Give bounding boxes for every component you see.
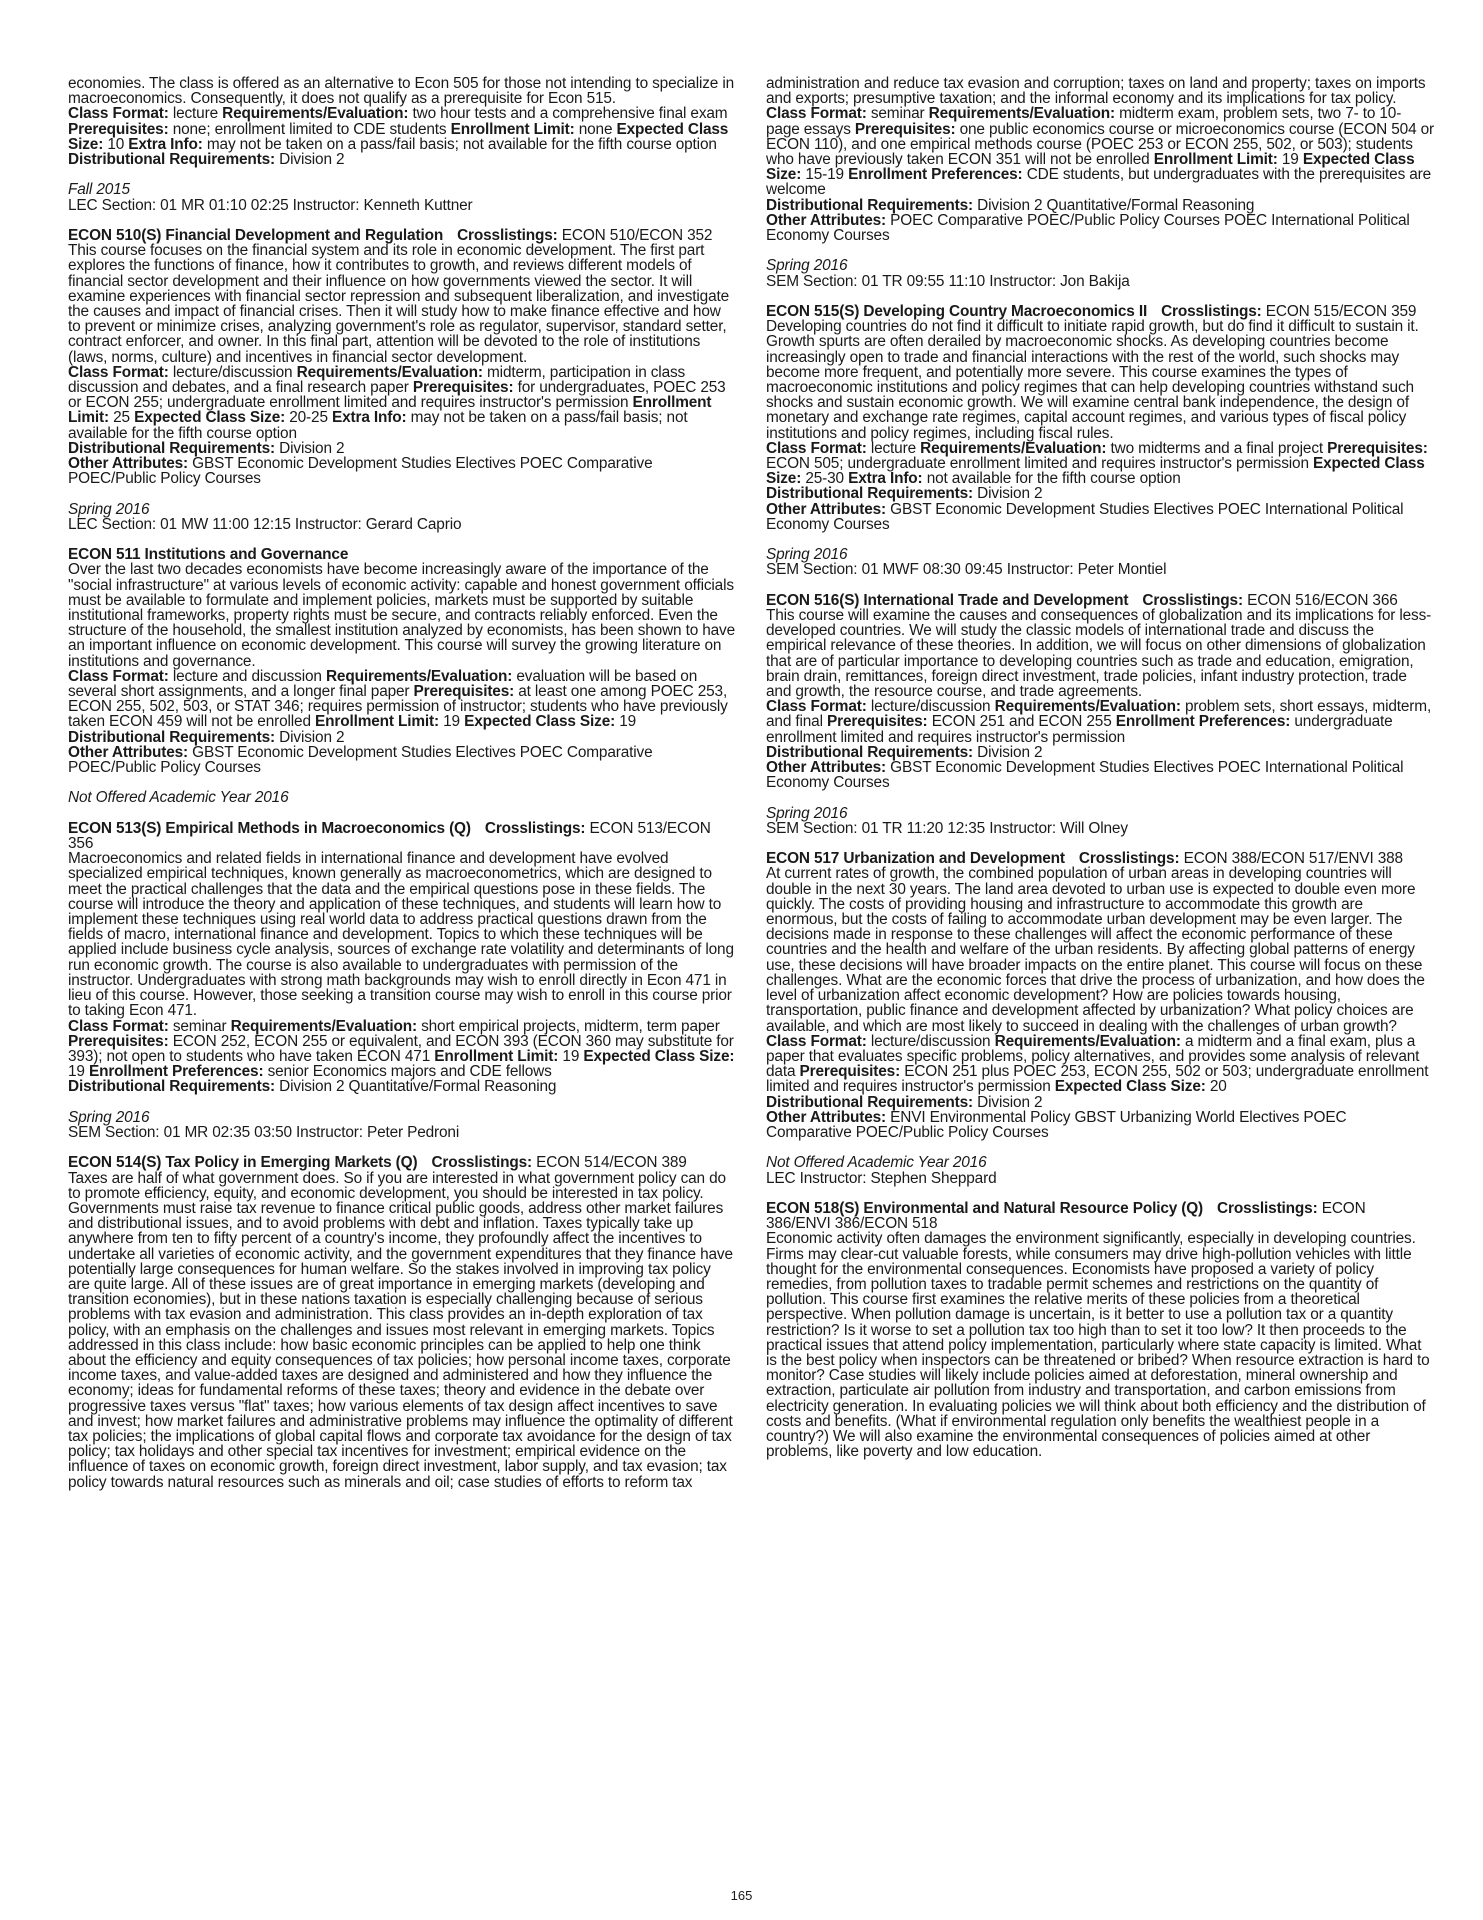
detail-label: Class Format:: [68, 1017, 169, 1035]
detail-label: Enrollment Limit:: [68, 394, 712, 427]
detail-label: Extra Info:: [128, 135, 203, 153]
course-heading: [68, 547, 736, 562]
detail-label: Requirements/Evaluation:: [928, 105, 1115, 123]
detail-value: GBST Economic Development Studies Electives POEC Comparative POEC/Public Policy Courses: [68, 455, 653, 488]
course-term: Spring 2016: [68, 500, 150, 518]
detail-value: 19: [1281, 151, 1299, 169]
detail-value: may not be taken on a pass/fail basis; not available for the fifth course option: [68, 409, 688, 442]
detail-label: Enrollment Limit:: [1153, 151, 1278, 169]
detail-label: Requirements/Evaluation:: [222, 105, 409, 123]
detail-value: not available for the fifth course option: [926, 470, 1181, 488]
detail-value: lecture: [172, 105, 218, 123]
course-term: Not Offered Academic Year 2016: [68, 789, 289, 807]
course-distributional: [766, 486, 1434, 501]
crosslistings-value: ECON 510/ECON 352: [561, 227, 713, 244]
course-description: Macroeconomics and related fields in international finance and development have evolved specialized empirical techniques, known generally as macroeconometrics, which are designed to meet the practical challenges that the data and the empirical questions pose in these fields. The course will introduce the theory and application of these techniques, and students will learn how to implement these techniques using real world data to address practical questions drawn from the fields of macro, international finance and development. Topics to which these techniques will be applied include business cycle analysis, sources of exchange rate volatility and determinants of long run economic growth. The course is also available to undergraduates with permission of the instructor. Undergraduates with strong math backgrounds may wish to enroll directly in Econ 471 in lieu of this course. However, those seeking a transition course may wish to enroll in this course prior to taking Econ 471.: [68, 850, 734, 1020]
course-section: SEM Section: 01 MR 02:35 03:50 Instructor: Peter Pedroni: [68, 1123, 460, 1141]
detail-label: Enrollment Preferences:: [1115, 713, 1291, 731]
detail-value: two midterms and a final project: [1110, 439, 1324, 457]
detail-label: Other Attributes:: [766, 759, 887, 777]
crosslistings-value: ECON 514/ECON 389: [536, 1154, 687, 1172]
detail-label: Enrollment Limit:: [450, 120, 575, 138]
course-heading: [766, 304, 1434, 319]
intro-term: Fall 2015: [68, 181, 130, 199]
detail-value: 20-25: [289, 409, 328, 427]
detail-label: Requirements/Evaluation:: [296, 363, 483, 381]
detail-label: Class Format:: [68, 363, 169, 381]
detail-value: short empirical projects, midterm, term paper: [421, 1017, 720, 1035]
detail-label: Enrollment Preferences:: [848, 166, 1023, 184]
detail-label: Expected Class Size:: [464, 713, 616, 731]
detail-label: Prerequisites:: [854, 120, 956, 138]
detail-value: 25: [113, 409, 130, 427]
crosslistings-label: Crosslistings:: [1217, 1199, 1318, 1217]
course-heading: [766, 1201, 1434, 1231]
course-title: ECON 513(S) Empirical Methods in Macroeconomics (Q): [68, 819, 471, 837]
left-course-list: [68, 228, 736, 1490]
detail-label: Prerequisites:: [826, 713, 928, 731]
course-description: This course focuses on the financial system and its role in economic development. The first part explores the functions of finance, how it contributes to growth, and reviews different models of financial sector development and their influence on how governments viewed the sector. It will examine experiences with financial sector repression and subsequent liberalization, and investigate the causes and impact of financial crises. Then it will study how to make finance effective and how to prevent or minimize crises, analyzing government's role as regulator, supervisor, standard setter, contract enforcer, and owner. In this final part, attention will be devoted to the role of institutions (laws, norms, culture) and incentives in financial sector development.: [68, 242, 730, 366]
crosslistings-value: ECON 516/ECON 366: [1247, 591, 1398, 609]
course-title: ECON 511 Institutions and Governance: [68, 546, 349, 564]
course-term: Spring 2016: [68, 1108, 150, 1126]
detail-value: may not be taken on a pass/fail basis; not available for the fifth course option: [206, 135, 717, 153]
right-course-list: [766, 304, 1434, 1459]
course-entry: [68, 228, 736, 547]
detail-value: lecture/discussion: [870, 1032, 991, 1050]
course-section: LEC Instructor: Stephen Sheppard: [766, 1169, 997, 1187]
detail-value: Division 2: [977, 485, 1043, 503]
detail-value: Division 2: [279, 439, 345, 457]
right-column: [766, 76, 1434, 1866]
detail-label: Requirements/Evaluation:: [994, 698, 1181, 716]
detail-value: POEC Comparative POEC/Public Policy Courses POEC International Political Economy Courses: [766, 211, 1410, 245]
course-term: Spring 2016: [766, 546, 848, 564]
detail-value: GBST Economic Development Studies Electives POEC International Political Economy Courses: [766, 500, 1404, 533]
course-details: [766, 1034, 1434, 1095]
detail-value: GBST Economic Development Studies Electives POEC Comparative POEC/Public Policy Courses: [68, 743, 653, 777]
detail-label: Other Attributes:: [766, 211, 887, 229]
detail-label: Distributional Requirements:: [766, 196, 974, 214]
course-distributional: [766, 745, 1434, 760]
course-attributes: [766, 502, 1434, 532]
course-title: ECON 515(S) Developing Country Macroeconomics II: [766, 303, 1148, 321]
detail-label: Expected Class Size:: [583, 1047, 735, 1065]
detail-label: Extra Info:: [332, 409, 407, 427]
course-attributes: [766, 1110, 1434, 1140]
course-distributional: [68, 441, 736, 456]
detail-label: Class Format:: [766, 105, 867, 123]
detail-value: 19: [68, 1063, 85, 1081]
detail-value: ECON 251 plus POEC 253, ECON 255, 502 or 503; undergraduate enrollment limited and requires instructor's permission: [766, 1063, 1429, 1096]
course-description: At current rates of growth, the combined population of urban areas in developing countries will double in the next 30 years. The land area devoted to urban use is expected to double even more quickly. The costs of providing housing and infrastructure to accommodate this growth are enormous, but the costs of failing to accommodate urban development may be even larger. The decisions made in response to these challenges will affect the economic performance of these countries and the health and welfare of the urban residents. By affecting global patterns of energy use, these decisions will have broader impacts on the entire planet. This course will focus on these challenges. What are the economic forces that drive the process of urbanization, and how does the level of urbanization affect economic development? How are policies towards housing, transportation, public finance and development affected by urbanization? What policy choices are available, and which are most likely to succeed in dealing with the challenges of urban growth?: [766, 865, 1425, 1035]
detail-value: 15-19: [805, 166, 844, 184]
page-number: 165: [730, 1888, 753, 1903]
course-title: ECON 517 Urbanization and Development: [766, 850, 1065, 868]
detail-value: lecture/discussion: [870, 698, 991, 716]
detail-label: Prerequisites:: [1327, 439, 1428, 457]
detail-label: Distributional Requirements:: [766, 485, 974, 503]
intro-details: [68, 106, 736, 152]
detail-value: CDE students, but undergraduates with the prerequisites are welcome: [766, 166, 1432, 199]
course-attributes: [766, 760, 1434, 790]
course-description: Taxes are half of what government does. So if you are interested in what government policy can do to promote efficiency, equity, and economic development, you should be interested in tax policy. Governments must raise tax revenue to finance critical public goods, address other market failures and distributional issues, and to avoid problems with debt and inflation. Taxes typically take up anywhere from ten to fifty percent of a country's income, they profoundly affect the incentives to undertake all varieties of economic activity, and the government expenditures that they finance have potentially large consequences for human welfare. So the stakes involved in improving tax policy are quite large. All of these issues are of great importance in emerging markets (developing and transition economies), but in these nations taxation is especially challenging because of serious problems with tax evasion and administration. This class provides an in-depth exploration of tax policy, with an emphasis on the challenges and issues most relevant in emerging markets. Topics addressed in this class include: how basic economic principles can be applied to help one think about the efficiency and equity consequences of tax policies; how personal income taxes, corporate income taxes, and value-added taxes are designed and administered and how they influence the economy; ideas for fundamental reforms of these taxes; theory and evidence in the debate over progressive taxes versus "flat" taxes; how various elements of tax design affect incentives to save and invest; how market failures and administrative problems may influence the optimality of different tax policies; the implications of global capital flows and corporate tax avoidance for the design of tax policy; tax holidays and other special tax incentives for investment; empirical evidence on the influence of taxes on economic growth, foreign direct investment, labor supply, and tax evasion; tax policy towards natural resources such as minerals and oil; case studies of efforts to reform tax: [68, 1169, 733, 1491]
course-title: ECON 510(S) Financial Development and Regulation: [68, 227, 444, 244]
course-heading: [68, 1155, 736, 1170]
detail-value: 19: [619, 713, 637, 731]
crosslistings-value: ECON 386/ENVI 386/ECON 518: [766, 1199, 1366, 1233]
continued-description: administration and reduce tax evasion and corruption; taxes on land and property; taxes on imports and exports; presumptive taxation; and the informal economy and its implications for tax policy.: [766, 75, 1426, 108]
continued-section: SEM Section: 01 TR 09:55 11:10 Instructor: Jon Bakija: [766, 272, 1130, 290]
detail-value: undergraduate enrollment limited and requires instructor's permission: [766, 713, 1393, 746]
detail-value: evaluation will be based on several short assignments, and a longer final paper: [68, 667, 698, 701]
course-description: This course will examine the causes and consequences of globalization and its implications for less-developed countries. We will study the classic models of international trade and discuss the empirical relevance of these theories. In addition, we will focus on other dimensions of globalization that are of particular importance to developing countries such as trade and education, emigration, brain drain, remittances, foreign direct investment, trade policies, infant industry protection, trade and growth, the resource course, and trade agreements.: [766, 607, 1432, 701]
crosslistings-label: Crosslistings:: [1161, 303, 1262, 321]
continued-term: Spring 2016: [766, 257, 848, 275]
detail-value: Division 2: [977, 1093, 1043, 1111]
course-description: Economic activity often damages the environment significantly, especially in developing countries. Firms may clear-cut valuable forests, while consumers may drive high-pollution vehicles with little thought for the environmental consequences. Economists have proposed a variety of policy remedies, from pollution taxes to tradable permit schemes and restrictions on the quantity of pollution. This course first examines the relative merits of these policies from a theoretical perspective. When pollution damage is uncertain, is it better to use a pollution tax or a quantity restriction? Is it worse to set a pollution tax too high than to set it too low? It then proceeds to the practical issues that attend policy implementation, particularly where state capacity is limited. What is the best policy when inspectors can be threatened or bribed? When resource extraction is hard to monitor? Case studies will likely include policies aimed at deforestation, mineral ownership and extraction, particulate air pollution from industry and transportation, and carbon emissions from electricity generation. In evaluating policies we will think about both efficiency and the distribution of costs and benefits. (What if environmental regulation only benefits the wealthiest people in a country?) We will also examine the environmental consequences of policies aimed at other problems, like poverty and low education.: [766, 1230, 1430, 1461]
detail-value: 20: [1209, 1078, 1227, 1096]
course-distributional: [68, 730, 736, 745]
detail-label: Other Attributes:: [68, 743, 189, 761]
detail-label: Distributional Requirements:: [68, 728, 276, 746]
crosslistings-label: Crosslistings:: [484, 819, 586, 837]
continued-attrs: [766, 213, 1434, 243]
detail-label: Distributional Requirements:: [766, 743, 974, 761]
left-column: [68, 76, 736, 1866]
detail-label: Distributional Requirements:: [68, 1078, 276, 1096]
course-heading: [766, 851, 1434, 866]
course-details: [766, 441, 1434, 487]
course-details: [766, 699, 1434, 745]
detail-value: problem sets, short essays, midterm, and final: [766, 698, 1432, 731]
intro-description: economies. The class is offered as an alternative to Econ 505 for those not intending to specialize in macroeconomics. Consequently, it does not qualify as a prerequisite for Econ 515.: [68, 75, 735, 108]
detail-value: Division 2: [977, 743, 1043, 761]
course-entry: [68, 547, 736, 821]
detail-value: ENVI Environmental Policy GBST Urbanizing World Electives POEC Comparative POEC/Public Policy Courses: [766, 1108, 1347, 1141]
detail-label: Expected Class Size:: [1054, 1078, 1206, 1096]
detail-value: ECON 252, ECON 255 or equivalent, and ECON 393 (ECON 360 may substitute for 393); not open to students who have taken ECON 471: [68, 1032, 734, 1065]
course-heading: [766, 593, 1434, 608]
intro-section: LEC Section: 01 MR 01:10 02:25 Instructor: Kenneth Kuttner: [68, 196, 473, 214]
crosslistings-value: ECON 515/ECON 359: [1265, 303, 1417, 321]
detail-value: two hour tests and a comprehensive final exam: [412, 105, 728, 123]
continued-details: [766, 106, 1434, 197]
detail-value: a midterm and a final exam, plus a paper that evaluates specific problems, policy alternatives, and provides some analysis of relevant data: [766, 1032, 1420, 1081]
detail-label: Requirements/Evaluation:: [994, 1032, 1181, 1050]
detail-label: Class Format:: [766, 698, 867, 716]
crosslistings-label: Crosslistings:: [431, 1154, 532, 1172]
intro-dist: [68, 152, 736, 167]
crosslistings-value: ECON 388/ECON 517/ENVI 388: [1183, 850, 1403, 868]
course-details: [68, 669, 736, 730]
detail-value: Division 2 Quantitative/Formal Reasoning: [977, 196, 1255, 214]
detail-label: Enrollment Preferences:: [88, 1063, 264, 1081]
detail-label: Enrollment Limit:: [434, 1047, 559, 1065]
detail-value: 10: [107, 135, 125, 153]
detail-label: Enrollment Limit:: [315, 713, 439, 731]
course-title: ECON 514(S) Tax Policy in Emerging Markets (Q): [68, 1154, 418, 1172]
course-term: Not Offered Academic Year 2016: [766, 1154, 987, 1172]
detail-label: Other Attributes:: [766, 500, 887, 518]
detail-value: 19: [562, 1047, 580, 1065]
detail-label: Requirements/Evaluation:: [920, 439, 1107, 457]
detail-value: ECON 505; undergraduate enrollment limited and requires instructor's permission: [766, 455, 1309, 473]
detail-label: Other Attributes:: [766, 1108, 887, 1126]
detail-label: Expected Class Size:: [134, 409, 286, 427]
detail-value: senior Economics majors and CDE fellows: [267, 1063, 552, 1081]
course-entry: [766, 304, 1434, 593]
detail-label: Requirements/Evaluation:: [325, 667, 513, 685]
detail-label: Prerequisites:: [68, 1032, 169, 1050]
detail-label: Requirements/Evaluation:: [230, 1017, 417, 1035]
course-title: ECON 516(S) International Trade and Development: [766, 591, 1129, 609]
detail-value: none: [578, 120, 613, 138]
detail-label: Prerequisites:: [412, 379, 514, 397]
detail-value: seminar: [172, 1017, 227, 1035]
detail-label: Prerequisites:: [68, 120, 169, 138]
detail-value: seminar: [870, 105, 925, 123]
detail-label: Expected Class Size:: [68, 120, 729, 153]
detail-value: Division 2: [279, 728, 345, 746]
detail-value: 25-30: [805, 470, 844, 488]
detail-value: lecture/discussion: [172, 363, 293, 381]
course-entry: [68, 821, 736, 1155]
catalog-page: [68, 76, 1434, 1866]
course-details: [68, 365, 736, 441]
detail-label: Extra Info:: [848, 470, 923, 488]
course-section: SEM Section: 01 TR 11:20 12:35 Instructor: Will Olney: [766, 819, 1128, 837]
detail-value: Division 2 Quantitative/Formal Reasoning: [279, 1078, 557, 1096]
detail-value: for undergraduates, POEC 253 or ECON 255; undergraduate enrollment limited and requires instructor's permission: [68, 379, 726, 412]
detail-label: Prerequisites:: [413, 683, 515, 701]
detail-value: GBST Economic Development Studies Electives POEC International Political Economy Courses: [766, 759, 1404, 792]
course-details: [68, 1019, 736, 1080]
course-term: Spring 2016: [766, 804, 848, 822]
detail-value: midterm, participation in class discussion and debates, and a final research paper: [68, 363, 686, 397]
course-entry: [766, 593, 1434, 851]
detail-value: Division 2: [279, 151, 345, 169]
detail-label: Distributional Requirements:: [68, 439, 276, 457]
detail-value: at least one among POEC 253, ECON 255, 502, 503, or STAT 346; requires permission of instructor; students who have previously taken ECON 459 will not be enrolled: [68, 683, 728, 731]
detail-label: Other Attributes:: [68, 455, 189, 473]
detail-value: midterm exam, problem sets, two 7- to 10-page essays: [766, 105, 1402, 138]
crosslistings-value: ECON 513/ECON 356: [68, 819, 711, 853]
detail-value: ECON 251 and ECON 255: [931, 713, 1112, 731]
detail-value: lecture and discussion: [172, 667, 322, 685]
detail-label: Class Format:: [68, 105, 169, 123]
course-description: Over the last two decades economists have become increasingly aware of the importance of the "social infrastructure" at various levels of economic activity: capable and honest government officials must be available to formulate and implement policies, markets must be supported by suitable institutional frameworks, property rights must be secure, and contracts reliably enforced. Even the structure of the household, the smallest institution analyzed by economists, has been shown to have an important influence on economic development. This course will survey the growing literature on institutions and governance.: [68, 561, 736, 670]
course-attributes: [68, 745, 736, 775]
course-attributes: [68, 456, 736, 486]
continued-dist: [766, 198, 1434, 213]
detail-value: one public economics course or microeconomics course (ECON 504 or ECON 110), and one empirical methods course (POEC 253 or ECON 255, 502, or 503); students who have previously taken ECON 351 will not be enrolled: [766, 120, 1435, 169]
crosslistings-label: Crosslistings:: [457, 227, 558, 244]
detail-value: 19: [443, 713, 460, 731]
course-heading: [68, 228, 736, 243]
course-distributional: [766, 1095, 1434, 1110]
course-entry: [766, 1201, 1434, 1459]
detail-label: Distributional Requirements:: [766, 1093, 974, 1111]
course-title: ECON 518(S) Environmental and Natural Resource Policy (Q): [766, 1199, 1204, 1217]
detail-label: Class Format:: [766, 439, 867, 457]
detail-value: none; enrollment limited to CDE students: [172, 120, 447, 138]
detail-label: Expected Class Size:: [766, 455, 1425, 488]
course-section: LEC Section: 01 MW 11:00 12:15 Instructor: Gerard Caprio: [68, 515, 462, 533]
crosslistings-label: Crosslistings:: [1142, 591, 1243, 609]
detail-label: Distributional Requirements:: [68, 151, 276, 169]
detail-label: Class Format:: [766, 1032, 867, 1050]
detail-label: Class Format:: [68, 667, 169, 685]
detail-label: Expected Class Size:: [766, 151, 1415, 184]
course-distributional: [68, 1079, 736, 1094]
detail-value: lecture: [870, 439, 916, 457]
course-entry: [766, 851, 1434, 1201]
course-section: SEM Section: 01 MWF 08:30 09:45 Instructor: Peter Montiel: [766, 561, 1167, 579]
detail-label: Prerequisites:: [799, 1063, 901, 1081]
course-heading: [68, 821, 736, 851]
course-description: Developing countries do not find it difficult to initiate rapid growth, but do find it difficult to sustain it. Growth spurts are often derailed by macroeconomic shocks. As developing countries become increasingly open to trade and financial interactions with the rest of the world, such shocks may become more frequent, and potentially more severe. This course examines the types of macroeconomic institutions and policy regimes that can help developing countries withstand such shocks and sustain economic growth. We will examine central bank independence, the design of monetary and exchange rate regimes, capital account regimes, and various types of fiscal policy institutions and policy regimes, including fiscal rules.: [766, 318, 1419, 442]
course-entry: [68, 1155, 736, 1489]
crosslistings-label: Crosslistings:: [1078, 850, 1180, 868]
